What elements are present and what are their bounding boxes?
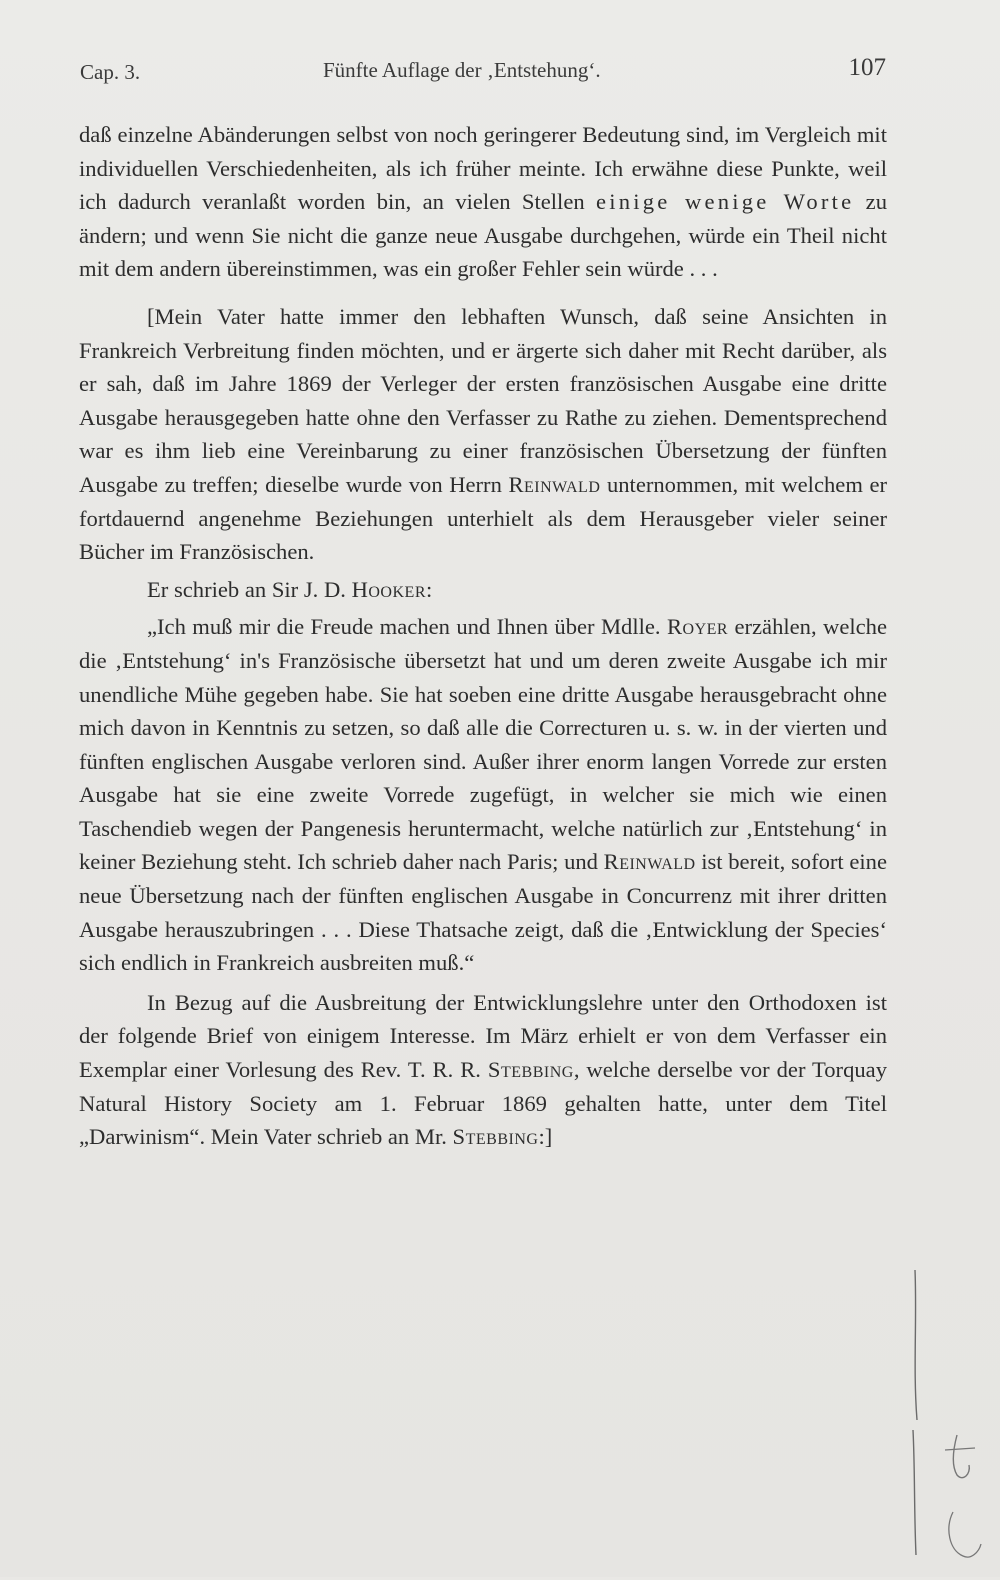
paragraph: daß einzelne Abänderungen selbst von noch geringerer Bedeutung sind, im Vergleich mit individuellen Verschiedenheiten, als ich früher meinte. Ich erwähne diese Punkte, weil ich dadurch veranlaßt worden bin, an vielen Stellen einige wenige Worte zu ändern; und wenn Sie nicht die ganze neue Ausgabe durchgehen, würde ein Theil nicht mit dem andern übereinstimmen, was ein großer Fehler sein würde . . . (79, 122, 888, 282)
person-name: Stebbing (487, 1057, 574, 1083)
pencil-margin-mark (905, 1260, 985, 1580)
letter-quote: „Ich muß mir die Freude machen und Ihnen über Mdlle. Royer erzählen, welche die ‚Entstehung‘ in's Französische übersetzt hat und um deren zweite Ausgabe ich mir unendliche Mühe gegeben habe. Sie hat soeben eine dritte Ausgabe herausgebracht ohne mich davon in Kenntnis zu setzen, so daß alle die Correcturen u. s. w. in der vierten und fünften englischen Ausgabe verloren sind. Außer ihrer enorm langen Vorrede zur ersten Ausgabe hat sie eine zweite Vorrede zugefügt, in welcher sie mich wie einen Taschendieb wegen der Pangenesis heruntermacht, welche natürlich zur ‚Entstehung‘ in keiner Beziehung steht. Ich schrieb daher nach Paris; und Reinwald ist bereit, sofort eine neue Übersetzung nach der fünften englischen Ausgabe in Concurrenz mit ihrer dritten Ausgabe herauszubringen . . . Diese Thatsache zeigt, daß die ‚Entwicklung der Species‘ sich endlich in Frankreich ausbreiten muß.“ (79, 614, 887, 976)
paragraph: In Bezug auf die Ausbreitung der Entwicklungslehre unter den Orthodoxen ist der folgende Brief von einigem Interesse. Im März erhielt er von dem Verfasser ein Exemplar einer Vorlesung des Rev. T. R. R. Stebbing, welche derselbe vor der Torquay Natural History Society am 1. Februar 1869 gehalten hatte, unter dem Titel „Darwinism“. Mein Vater schrieb an Mr. Stebbing:] (79, 989, 887, 1150)
person-name: Reinwald (508, 471, 601, 497)
page-number: 107 (848, 54, 886, 81)
person-name: Reinwald (603, 849, 696, 875)
chapter-label: Cap. 3. (80, 60, 141, 84)
person-name: Hooker (351, 576, 426, 602)
person-name: Royer (666, 614, 729, 640)
spaced-emphasis: einige wenige Worte (596, 189, 855, 215)
paragraph: [Mein Vater hatte immer den lebhaften Wunsch, daß seine Ansichten in Frankreich Verbreitung finden möchten, und er ärgerte sich daher mit Recht darüber, als er sah, daß im Jahre 1869 der Verleger der ersten französischen Ausgabe eine dritte Ausgabe herausgegeben hatte ohne den Verfasser zu Rathe zu ziehen. Dementsprechend war es ihm lieb eine Vereinbarung zu einer französischen Übersetzung der fünften Ausgabe zu treffen; dieselbe wurde von Herrn Reinwald unternommen, mit welchem er fortdauernd angenehme Beziehungen unterhielt als dem Herausgeber vieler seiner Bücher im Französischen. (79, 303, 888, 565)
running-header (80, 54, 886, 88)
running-title: Fünfte Auflage der ‚Entstehung‘. (323, 58, 601, 82)
person-name: Stebbing (452, 1124, 539, 1150)
paragraph: Er schrieb an Sir J. D. Hooker: (147, 576, 433, 602)
body-text (79, 118, 887, 1154)
